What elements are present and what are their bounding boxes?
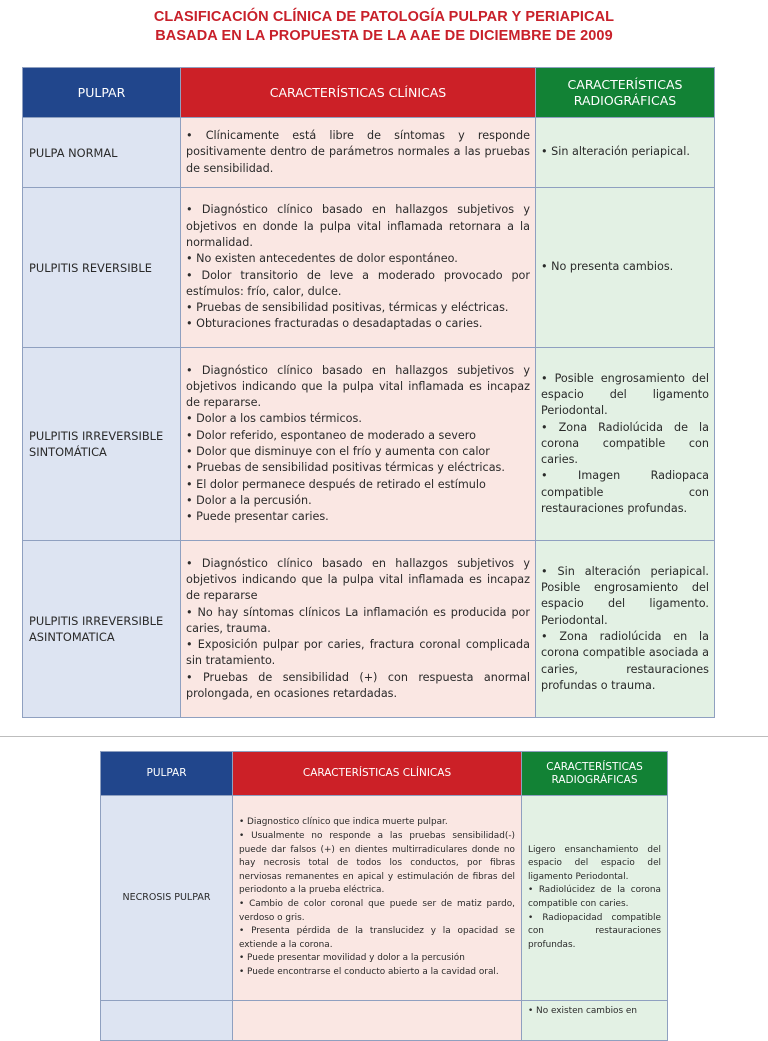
pulpar-label-line-1: PULPITIS IRREVERSIBLE [29, 429, 164, 443]
clinica-item: • Obturaciones fracturadas o desadaptadas o caries. [186, 317, 483, 331]
page-2 [0, 737, 768, 1024]
table-row-pulpitis-irreversible-asintomatica [23, 541, 715, 718]
clinicas-cell [181, 348, 536, 541]
clinicas-cell [233, 796, 522, 1001]
clinica-item: • No hay síntomas clínicos La inflamación es producida por caries, trauma. [186, 605, 530, 635]
clinica-item: • Usualmente no responde a las pruebas sensibilidad(-) puede dar falsos (+) en dientes multirradiculares donde no hay necrosis total de todos los conductos, por fibras nerviosas remanentes en apical y estimulación de fibras del periodonto a la prueba eléctrica. [239, 831, 515, 896]
pulpar-cell [101, 1001, 233, 1041]
table-row-necrosis-pulpar [101, 796, 668, 1001]
pulpar-label-line-2: ASINTOMATICA [29, 630, 115, 644]
radiografica-item: • Sin alteración periapical. [541, 145, 690, 159]
classification-table [22, 67, 715, 718]
pulpar-label-line-2: SINTOMÁTICA [29, 445, 107, 459]
radiograficas-cell [536, 118, 715, 188]
pulpar-cell [23, 541, 181, 718]
clinicas-cell [181, 188, 536, 348]
pulpar-cell [23, 348, 181, 541]
header-caracteristicas-clinicas: CARACTERÍSTICAS CLÍNICAS [233, 752, 522, 796]
table-row-pulpitis-reversible [23, 188, 715, 348]
table-header-row [23, 68, 715, 118]
pulpar-label: PULPA NORMAL [29, 145, 118, 160]
clinicas-cell [233, 1001, 522, 1041]
clinica-item: • El dolor permanece después de retirado el estímulo [186, 477, 486, 491]
clinica-item: • Cambio de color coronal que puede ser de matiz pardo, verdoso o gris. [239, 899, 515, 923]
radiografica-item: • No presenta cambios. [541, 260, 674, 274]
radiografica-item: • Sin alteración periapical. Posible engrosamiento del espacio del ligamento. Periodontal. [541, 564, 709, 627]
clinica-item: • Pruebas de sensibilidad (+) con respuesta anormal prolongada, en ocasiones retardadas. [186, 670, 530, 701]
pulpar-label: NECROSIS PULPAR [122, 892, 211, 904]
clinica-item: • Puede presentar movilidad y dolor a la percusión [239, 953, 465, 964]
clinicas-cell [181, 118, 536, 188]
clinica-item: • Pruebas de sensibilidad positivas, térmicas y eléctricas. [186, 301, 509, 315]
clinica-item: • Diagnóstico clínico basado en hallazgos subjetivos y objetivos indicando que la pulpa vital inflamada es incapaz de repararse. [186, 363, 530, 410]
radiografica-item: • No existen cambios en [528, 1006, 638, 1016]
clinica-item: • Presenta pérdida de la translucidez y la opacidad se extiende a la corona. [239, 926, 515, 950]
title-line-1: CLASIFICACIÓN CLÍNICA DE PATOLOGÍA PULPAR Y PERIAPICAL [153, 9, 615, 25]
clinica-item: • Dolor transitorio de leve a moderado provocado por estímulos: frío, calor, dulce. [186, 268, 530, 298]
clinica-item: • No existen antecedentes de dolor espontáneo. [186, 252, 458, 266]
clinica-item: • Pruebas de sensibilidad positivas térmicas y eléctricas. [186, 461, 505, 475]
clinica-item: • Puede presentar caries. [186, 510, 329, 524]
radiograficas-cell [536, 188, 715, 348]
radiografica-item: • Posible engrosamiento del espacio del ligamento Periodontal. [541, 371, 709, 418]
clinica-item: • Dolor a la percusión. [186, 493, 312, 507]
radiograficas-cell [522, 1001, 668, 1041]
radiograficas-cell [522, 796, 668, 1001]
radiografica-item: • Radiopacidad compatible con restauraciones profundas. [528, 912, 661, 950]
clinica-item: • Diagnóstico clínico basado en hallazgos subjetivos y objetivos en donde la pulpa vital inflamada retornara a la normalidad. [186, 203, 530, 249]
header-radiograficas-line-2: RADIOGRÁFICAS [551, 773, 638, 786]
clinica-item: • Dolor que disminuye con el frío y aumenta con calor [186, 445, 490, 458]
pulpar-label-line-1: PULPITIS IRREVERSIBLE [29, 614, 164, 628]
table-header-row [101, 752, 668, 796]
clinica-item: • Dolor a los cambios térmicos. [186, 412, 362, 426]
table-row-pulpitis-irreversible-sintomatica [23, 348, 715, 541]
pulpar-label: PULPITIS REVERSIBLE [29, 260, 152, 275]
radiograficas-cell [536, 348, 715, 541]
document-title [0, 8, 768, 46]
header-caracteristicas-clinicas: CARACTERÍSTICAS CLÍNICAS [181, 68, 536, 118]
table-row-pulpa-normal [23, 118, 715, 188]
clinica-item: • Dolor referido, espontaneo de moderado a severo [186, 428, 476, 442]
radiografica-item: • Zona radiolúcida en la corona compatible asociada a caries, restauraciones profundas o trauma. [541, 630, 709, 692]
header-caracteristicas-radiograficas [536, 68, 715, 118]
table-row-partial [101, 1001, 668, 1041]
pulpar-cell [23, 188, 181, 348]
header-radiograficas-line-2: RADIOGRÁFICAS [573, 92, 677, 108]
pulpar-cell [101, 796, 233, 1001]
clinica-item: • Puede encontrarse el conducto abierto a la cavidad oral. [239, 966, 499, 977]
clinica-item: • Diagnostico clínico que indica muerte pulpar. [239, 817, 448, 828]
classification-table-continued [100, 751, 668, 1041]
pulpar-cell [23, 118, 181, 188]
clinica-item: • Diagnóstico clínico basado en hallazgos subjetivos y objetivos indicando que la pulpa vital inflamada es incapaz de repararse [186, 556, 530, 603]
clinicas-cell [181, 541, 536, 718]
title-line-2: BASADA EN LA PROPUESTA DE LA AAE DE DICIEMBRE DE 2009 [155, 28, 613, 44]
radiografica-item: • Radiolúcidez de la corona compatible con caries. [528, 885, 661, 909]
clinica-item: • Clínicamente está libre de síntomas y responde positivamente dentro de parámetros normales a las pruebas de sensibilidad. [186, 129, 530, 175]
radiografica-item: Ligero ensanchamiento del espacio del espacio del ligamento Periodontal. [528, 844, 661, 882]
header-radiograficas-line-1: CARACTERÍSTICAS [546, 760, 643, 773]
clinica-item: • Exposición pulpar por caries, fractura coronal complicada sin tratamiento. [186, 638, 530, 668]
radiografica-item: • Imagen Radiopaca compatible con restauraciones profundas. [541, 469, 709, 516]
header-caracteristicas-radiograficas [522, 752, 668, 796]
header-pulpar: PULPAR [23, 68, 181, 118]
radiograficas-cell [536, 541, 715, 718]
header-pulpar: PULPAR [101, 752, 233, 796]
header-radiograficas-line-1: CARACTERÍSTICAS [567, 76, 683, 92]
radiografica-item: • Zona Radiolúcida de la corona compatible con caries. [541, 420, 709, 467]
